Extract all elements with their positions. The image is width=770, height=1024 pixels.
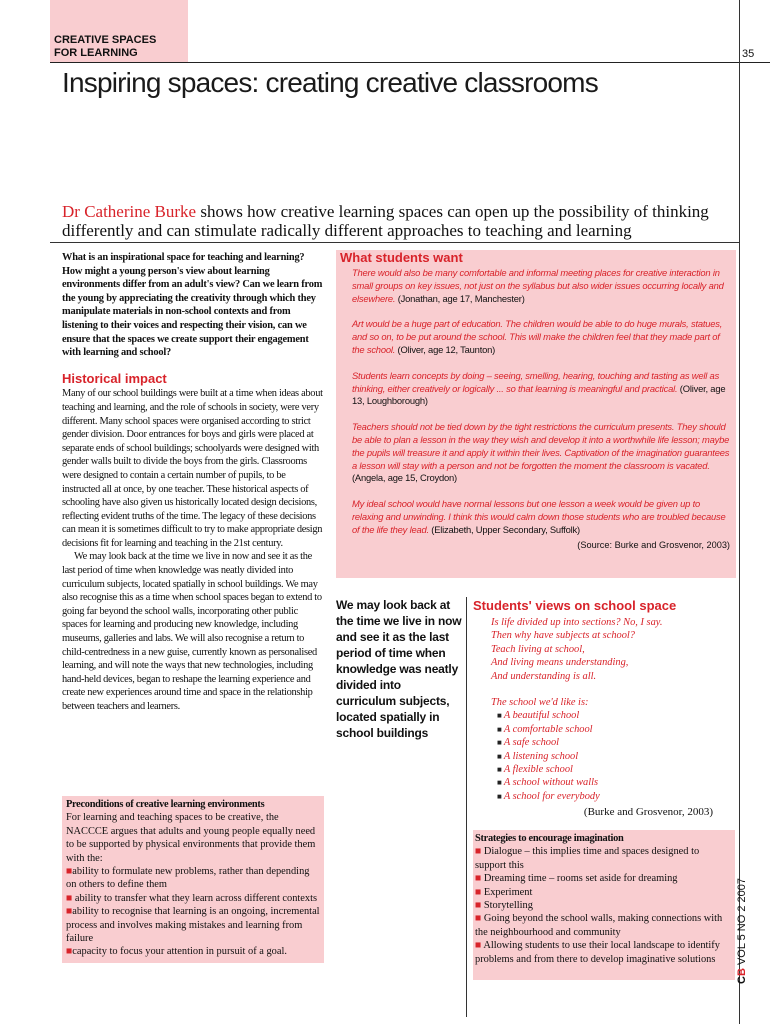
square-bullet-icon: ■ xyxy=(475,940,484,952)
poem-line: And understanding is all. xyxy=(491,670,597,682)
list-item: ■ Experiment xyxy=(475,886,533,898)
list-item: ■ Going beyond the school walls, making connections with the neighbourhood and community xyxy=(475,913,723,938)
list-item: ■ ability to transfer what they learn across different contexts xyxy=(66,892,318,904)
square-bullet-icon: ■ xyxy=(66,866,73,878)
student-quote: Students learn concepts by doing – seeing, smelling, hearing, touching and tasting as well as thinking, either creatively or logically ... so that learning is meaningful and practical. (Oliver, age 13, Loughborough) xyxy=(352,369,726,407)
square-bullet-icon: ■ xyxy=(475,886,484,898)
poem-line: And living means understanding, xyxy=(491,657,629,669)
intro-paragraph: What is an inspirational space for teaching and learning? How might a young person's view about learning environments differ from an adult's view? Can we learn from the young by appreciating the creativity through which they manipulate materials in non-school contexts and from listening to their voices and respecting their vision, can we ensure that the spaces we create support their engagement with learning and school? xyxy=(62,252,323,359)
list-item: ■ability to recognise that learning is an ongoing, incremental process and involves making mistakes and learning from failure xyxy=(66,906,320,945)
list-item: ■ Dialogue – this implies time and spaces designed to support this xyxy=(475,846,700,871)
square-bullet-icon: ■ xyxy=(66,906,73,918)
square-bullet-icon: ■ xyxy=(475,873,484,885)
strategies-box xyxy=(473,830,735,980)
strategies-title: Strategies to encourage imagination xyxy=(475,833,624,844)
standfirst xyxy=(62,202,732,240)
preconditions-title: Preconditions of creative learning environments xyxy=(66,799,265,810)
list-item: ■ A beautiful school xyxy=(497,710,580,722)
journal-footer xyxy=(736,834,748,984)
list-item: ■ A safe school xyxy=(497,737,560,749)
views-source: (Burke and Grosvenor, 2003) xyxy=(583,806,713,819)
square-bullet-icon: ■ xyxy=(497,738,504,748)
article-title: Inspiring spaces: creating creative classrooms xyxy=(62,67,598,98)
poem-line: Then why have subjects at school? xyxy=(491,630,636,642)
square-bullet-icon: ■ xyxy=(475,913,484,925)
students-views-heading: Students' views on school space xyxy=(473,598,677,613)
preconditions-intro: For learning and teaching spaces to be creative, the NACCCE argues that adults and young people equally need to be supported by physical environments that provide them with the: xyxy=(66,812,316,864)
list-item: ■ Storytelling xyxy=(475,900,533,912)
student-quote: There would also be many comfortable and informal meeting places for creative interaction in small groups on key issues, not just on the syllabus but also wider issues occurring locally and elsewhere. (Jonathan, age 17, Manchester) xyxy=(352,267,724,304)
what-students-want-box xyxy=(336,250,736,578)
square-bullet-icon: ■ xyxy=(497,711,504,721)
list-intro: The school we'd like is: xyxy=(491,697,589,709)
poem-line: Teach living at school, xyxy=(491,643,585,655)
students-want-source: (Source: Burke and Grosvenor, 2003) xyxy=(577,539,730,550)
body-paragraph: Many of our school buildings were built at a time when ideas about teaching and learning, and the role of schools in society, were very different. Many school spaces were organised according to strict gender division. Door entrances for boys and girls were placed at separate ends of school buildings; schoolyards were designed with gender walls built to divide the boys from the girls. Classrooms were designed to contain a certain number of pupils, to be instructed all at once, by one teacher. These historical aspects of schooling have also given us historically located design decisions, reflecting evident truths of the time. The legacy of these decisions can mean it is sometimes difficult to try to make appropriate design decisions fit for learning and teaching in the 21st century. xyxy=(62,388,323,549)
poem-spacer xyxy=(491,683,735,696)
student-quote: Teachers should not be tied down by the tight restrictions the curriculum presents. They should be able to plan a lesson in the way they wish and develop it into a worthwhile life lesson; maybe the pupils will treasure it and apply it within their lives. Captivation of the imagination guarantees a lesson will stay with a person and not be forgotten the moment the classroom is vacated. (Angela, age 15, Croydon) xyxy=(352,421,730,484)
body-paragraph: We may look back at the time we live in now and see it as the last period of time when knowledge was neatly divided into curriculum subjects, located spatially in school buildings. We may also recognise this as a time when school spaces began to extend to going far beyond the school walls, incorporating other public spaces for learning and producing new knowledge, including museums, galleries and labs. We will also recognise a return to child-centredness in a new guise, currently known as personalised learning, and will note the ways that new technologies, including hand-held devices, began to reshape the learning experience and create new experiences around time and space in the relationship between teachers and learners. xyxy=(62,551,322,712)
page-number: 35 xyxy=(742,48,755,60)
square-bullet-icon: ■ xyxy=(66,892,73,904)
list-item: ■ A school for everybody xyxy=(497,790,600,802)
issue-info: VOL 5 NO 2 2007 xyxy=(736,878,748,969)
list-item: ■ability to formulate new problems, rather than depending on others to define them xyxy=(66,866,310,891)
poem-line: Is life divided up into sections? No, I say. xyxy=(491,617,663,628)
square-bullet-icon: ■ xyxy=(497,778,504,788)
header-rule xyxy=(50,62,770,63)
square-bullet-icon: ■ xyxy=(497,724,504,734)
standfirst-rule xyxy=(50,242,739,243)
list-item: ■ Allowing students to use their local landscape to identify problems and from there to develop imaginative solutions xyxy=(475,940,720,965)
student-quote: My ideal school would have normal lessons but one lesson a week would be given up to relaxing and unwinding. I think this would calm down those students who are troubled because of the life they lead. (Elizabeth, Upper Secondary, Suffolk) xyxy=(352,498,726,535)
square-bullet-icon: ■ xyxy=(475,900,484,912)
historical-body xyxy=(62,387,324,713)
historical-heading: Historical impact xyxy=(62,370,167,386)
list-item: ■ A flexible school xyxy=(497,764,573,776)
square-bullet-icon: ■ xyxy=(475,846,484,858)
students-want-heading: What students want xyxy=(340,250,463,265)
student-quote: Art would be a huge part of education. The children would be able to do huge murals, statues, and so on, to be put around the school. This will make the children feel that they made part of the school. (Oliver, age 12, Taunton) xyxy=(352,318,723,355)
logo-b: B xyxy=(736,968,748,977)
list-item: ■ A school without walls xyxy=(497,777,599,789)
list-item: ■ A listening school xyxy=(497,750,579,762)
standfirst-text: shows how creative learning spaces can open up the possibility of thinking differently and can stimulate radically different approaches to teaching and learning xyxy=(62,202,709,240)
square-bullet-icon: ■ xyxy=(497,765,504,775)
square-bullet-icon: ■ xyxy=(497,791,504,801)
logo-c: C xyxy=(736,976,748,984)
section-label: CREATIVE SPACES FOR LEARNING xyxy=(54,34,157,59)
square-bullet-icon: ■ xyxy=(497,751,504,761)
list-item: ■ Dreaming time – rooms set aside for dreaming xyxy=(475,873,678,885)
square-bullet-icon: ■ xyxy=(66,946,73,958)
main-column xyxy=(62,251,324,714)
list-item: ■ A comfortable school xyxy=(497,723,593,735)
pull-quote: We may look back at the time we live in now and see it as the last period of time when knowledge was neatly divided into curriculum subjects, located spatially in school buildings xyxy=(336,598,462,740)
list-item: ■capacity to focus your attention in pursuit of a goal. xyxy=(66,946,287,958)
poem xyxy=(491,616,735,803)
students-views-panel xyxy=(473,598,735,818)
column-divider xyxy=(466,597,467,1017)
author-name: Dr Catherine Burke xyxy=(62,202,197,221)
preconditions-box xyxy=(62,796,324,963)
